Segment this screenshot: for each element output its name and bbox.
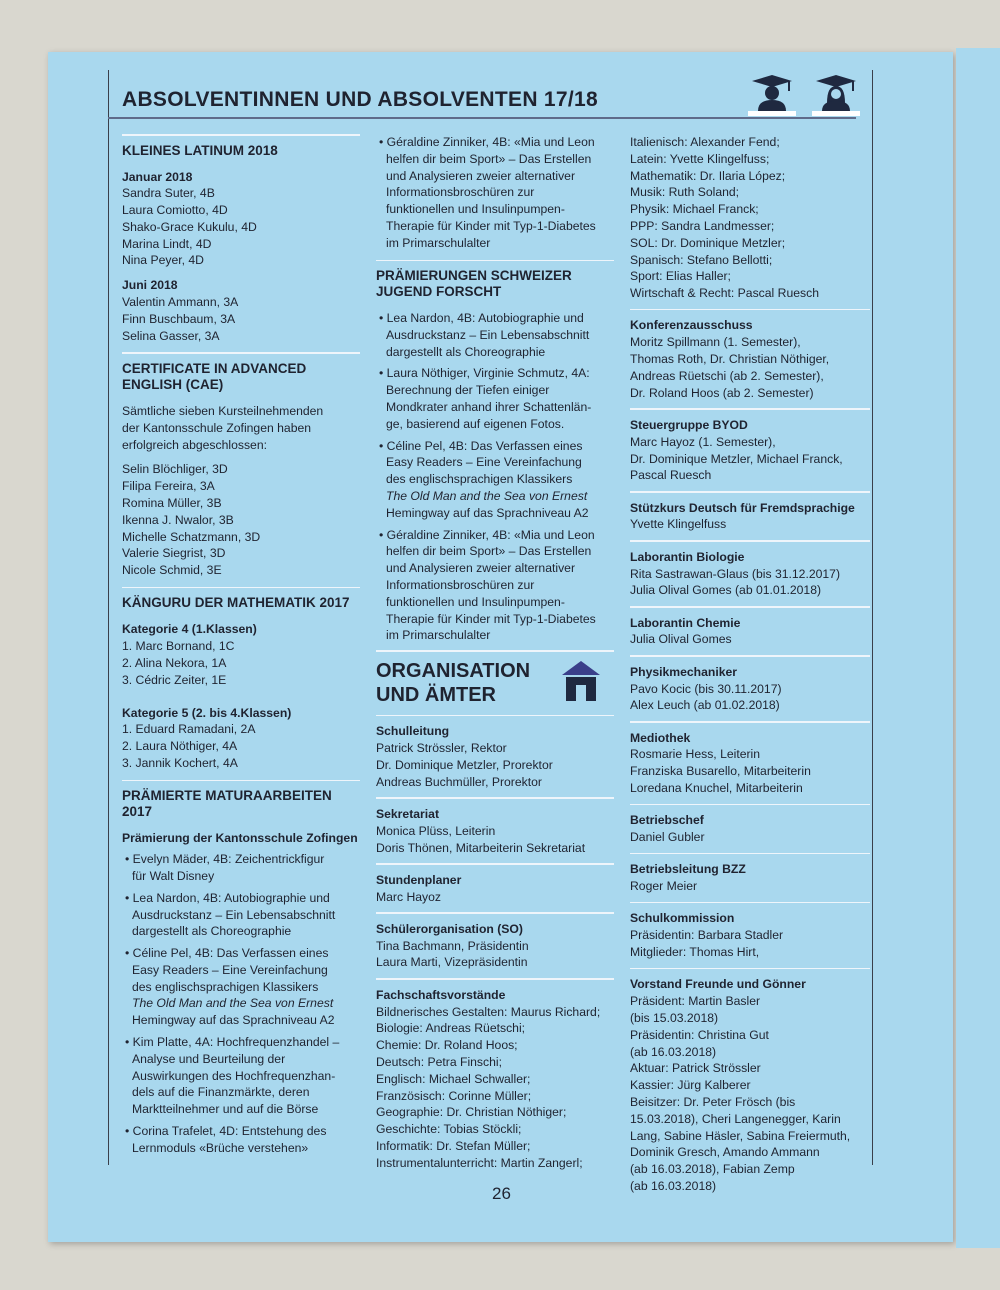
section-rule [630, 968, 870, 970]
org-section: Laborantin Chemie Julia Olival Gomes [630, 615, 741, 647]
list-item: Finn Buschbaum, 3A [122, 311, 236, 326]
list-item: 1. Marc Bornand, 1C [122, 639, 235, 654]
org-section: Konferenzausschuss Moritz Spillmann (1. Semester), Thomas Roth, Dr. Christian Nöthiger, Andreas Rüetschi (ab 2. Semester), Dr. Roland Hoos (ab 2. Semester) [630, 318, 830, 400]
org-section: Stundenplaner Marc Hayoz [376, 872, 462, 904]
org-section: Betriebschef Daniel Gubler [630, 813, 705, 845]
section-rule [630, 408, 870, 410]
org-heading-line: ORGANISATION [376, 659, 531, 682]
section-rule [122, 352, 360, 354]
section-rule [122, 134, 360, 136]
latinum-heading: KLEINES LATINUM 2018 [122, 142, 278, 158]
section-rule [630, 853, 870, 855]
list-item: 2. Laura Nöthiger, 4A [122, 739, 238, 754]
list-item: 1. Eduard Ramadani, 2A [122, 722, 256, 737]
list-item: 3. Cédric Zeiter, 1E [122, 672, 227, 687]
section-rule [376, 260, 614, 262]
list-item: 3. Jannik Kochert, 4A [122, 756, 238, 771]
org-heading-block [376, 659, 614, 715]
matura-item-continued: • Géraldine Zinniker, 4B: «Mia und Leon helfen dir beim Sport» – Das Erstellen und Analysieren zweier alternativer Informationsbroschüren zur funktionellen und Insulinpumpen- Therapie für Kinder mit Typ-1-Diabetes im Primarschulalter [376, 134, 614, 252]
list-item: Shako-Grace Kukulu, 4D [122, 219, 257, 234]
list-item: Selina Gasser, 3A [122, 328, 220, 343]
latinum-group-label: Januar 2018 [122, 169, 193, 184]
section-rule [122, 780, 360, 782]
kanguru-heading: KÄNGURU DER MATHEMATIK 2017 [122, 595, 350, 611]
list-item: Nicole Schmid, 3E [122, 563, 222, 578]
right-margin-line [872, 70, 873, 1165]
section-rule [630, 804, 870, 806]
latinum-group-label: Juni 2018 [122, 278, 178, 293]
section-rule [630, 902, 870, 904]
org-section: Steuergruppe BYOD Marc Hayoz (1. Semester), Dr. Dominique Metzler, Michael Franck, Pascal Ruesch [630, 417, 843, 483]
matura-item: • Corina Trafelet, 4D: Entstehung des Lernmoduls «Brüche verstehen» [122, 1123, 360, 1157]
section-rule [630, 606, 870, 608]
list-item: Marina Lindt, 4D [122, 236, 212, 251]
column-middle [376, 134, 614, 1179]
graduate-male-icon [748, 75, 796, 116]
kanguru-group-label: Kategorie 4 (1.Klassen) [122, 622, 257, 637]
page-number: 26 [492, 1184, 511, 1203]
cae-intro-line: Sämtliche sieben Kursteilnehmenden [122, 403, 324, 418]
list-item: Filipa Fereira, 3A [122, 479, 215, 494]
org-section: Mediothek Rosmarie Hess, Leiterin Franziska Busarello, Mitarbeiterin Loredana Knuchel, Mitarbeiterin [630, 730, 811, 795]
column-right [630, 134, 870, 1202]
org-section: Schulleitung Patrick Strössler, Rektor Dr. Dominique Metzler, Prorektor Andreas Buchmüller, Prorektor [376, 724, 553, 789]
org-section: Sekretariat Monica Plüss, Leiterin Doris Thönen, Mitarbeiterin Sekretariat [376, 806, 586, 855]
matura-item: • Kim Platte, 4A: Hochfrequenzhandel – Analyse und Beurteilung der Auswirkungen des Hochfrequenzhan- dels auf die Finanzmärkte, deren Marktteilnehmer und auf die Börse [122, 1034, 360, 1118]
cae-heading: CERTIFICATE IN ADVANCED ENGLISH (CAE) [122, 360, 307, 392]
column-left [122, 134, 360, 1162]
title-icons [748, 73, 860, 124]
section-rule [376, 978, 614, 980]
cae-intro-line: der Kantonsschule Zofingen haben [122, 420, 312, 435]
section-rule [376, 912, 614, 914]
list-item: Valentin Ammann, 3A [122, 295, 239, 310]
list-item: Laura Comiotto, 4D [122, 203, 228, 218]
sjf-item: • Céline Pel, 4B: Das Verfassen eines Easy Readers – Eine Vereinfachung des englischsprachigen Klassikers The Old Man and the Sea von Ernest Hemingway auf das Sprachniveau A2 [376, 438, 614, 522]
section-rule [376, 715, 614, 717]
fachschaft-continued: Italienisch: Alexander Fend; Latein: Yvette Klingelfuss; Mathematik: Dr. Ilaria López; Musik: Ruth Soland; Physik: Michael Franck; PPP: Sandra Landmesser; SOL: Dr. Dominique Metzler; Spanisch: Stefano Bellotti; Sport: Elias Haller; Wirtschaft & Recht: Pascal Ruesch [630, 135, 819, 301]
title-rule [108, 117, 856, 119]
cae-intro-line: erfolgreich abgeschlossen: [122, 437, 267, 452]
matura-item: • Lea Nardon, 4B: Autobiographie und Ausdruckstanz – Ein Lebensabschnitt dargestellt als Choreographie [122, 890, 360, 940]
list-item: Nina Peyer, 4D [122, 253, 204, 268]
list-item: Romina Müller, 3B [122, 495, 222, 510]
list-item: 2. Alina Nekora, 1A [122, 656, 227, 671]
matura-item: • Evelyn Mäder, 4B: Zeichentrickfigur für Walt Disney [122, 851, 360, 885]
page-title: ABSOLVENTINNEN UND ABSOLVENTEN 17/18 [122, 88, 598, 111]
section-rule [376, 797, 614, 799]
org-section: Schülerorganisation (SO) Tina Bachmann, Präsidentin Laura Marti, Vizepräsidentin [376, 921, 529, 970]
section-rule [630, 540, 870, 542]
section-rule [376, 650, 614, 652]
next-page-edge [956, 48, 1000, 1248]
org-section: Laborantin Biologie Rita Sastrawan-Glaus (bis 31.12.2017) Julia Olival Gomes (ab 01.01.2018) [630, 549, 841, 598]
org-section: Schulkommission Präsidentin: Barbara Stadler Mitglieder: Thomas Hirt, [630, 911, 784, 960]
list-item: Michelle Schatzmann, 3D [122, 529, 261, 544]
matura-heading: PRÄMIERTE MATURAARBEITEN 2017 [122, 788, 332, 820]
sjf-item: • Géraldine Zinniker, 4B: «Mia und Leon helfen dir beim Sport» – Das Erstellen und Analysieren zweier alternativer Informationsbroschüren zur funktionellen und Insulinpumpen- Therapie für Kinder mit Typ-1-Diabetes im Primarschulalter [376, 527, 614, 645]
section-rule [630, 721, 870, 723]
org-section: Betriebsleitung BZZ Roger Meier [630, 862, 746, 894]
section-rule [630, 309, 870, 311]
sjf-item: • Lea Nardon, 4B: Autobiographie und Ausdruckstanz – Ein Lebensabschnitt dargestellt als Choreographie [376, 310, 614, 360]
list-item: Ikenna J. Nwalor, 3B [122, 512, 234, 527]
left-margin-line [108, 70, 109, 1165]
list-item: Sandra Suter, 4B [122, 186, 215, 201]
house-icon [562, 661, 600, 703]
org-section: Stützkurs Deutsch für Fremdsprachige Yvette Klingelfuss [630, 500, 855, 532]
matura-item: • Céline Pel, 4B: Das Verfassen eines Easy Readers – Eine Vereinfachung des englischsprachigen Klassikers The Old Man and the Sea von Ernest Hemingway auf das Sprachniveau A2 [122, 945, 360, 1029]
org-section: Fachschaftsvorstände Bildnerisches Gestalten: Maurus Richard; Biologie: Andreas Rüetschi; Chemie: Dr. Roland Hoos; Deutsch: Petra Finschi; Englisch: Michael Schwaller; Französisch: Corinne Müller; Geographie: Dr. Christian Nöthiger; Geschichte: Tobias Stöckli; Informatik: Dr. Stefan Müller; Instrumentalunterricht: Martin Zangerl; [376, 987, 601, 1170]
list-item: Selin Blöchliger, 3D [122, 462, 228, 477]
section-rule [630, 655, 870, 657]
org-heading-line: UND ÄMTER [376, 683, 496, 706]
list-item: Valerie Siegrist, 3D [122, 546, 226, 561]
kanguru-group-label: Kategorie 5 (2. bis 4.Klassen) [122, 705, 292, 720]
org-section: Physikmechaniker Pavo Kocic (bis 30.11.2017) Alex Leuch (ab 01.02.2018) [630, 664, 782, 713]
org-section: Vorstand Freunde und Gönner Präsident: Martin Basler (bis 15.03.2018) Präsidentin: Christina Gut (ab 16.03.2018) Aktuar: Patrick Strössler Kassier: Jürg Kalberer Beisitzer: Dr. Peter Frösch (bis 15.03.2018), Cheri Langenegger, Karin Lang, Sabine Häsler, Sabina Freiermuth, Dominik Gresch, Amando Ammann (ab 16.03.2018), Fabian Zemp (ab 16.03.2018) [630, 977, 851, 1193]
matura-subheading: Prämierung der Kantonsschule Zofingen [122, 831, 358, 846]
graduate-icons-svg [748, 73, 860, 119]
sjf-item: • Laura Nöthiger, Virginie Schmutz, 4A: Berechnung der Tiefen einiger Mondkrater anhand ihrer Schattenlän- ge, basierend auf eigenen Fotos. [376, 365, 614, 432]
section-rule [376, 863, 614, 865]
sjf-heading: PRÄMIERUNGEN SCHWEIZER JUGEND FORSCHT [376, 268, 572, 300]
section-rule [630, 491, 870, 493]
section-rule [122, 587, 360, 589]
graduate-female-icon [812, 75, 860, 116]
